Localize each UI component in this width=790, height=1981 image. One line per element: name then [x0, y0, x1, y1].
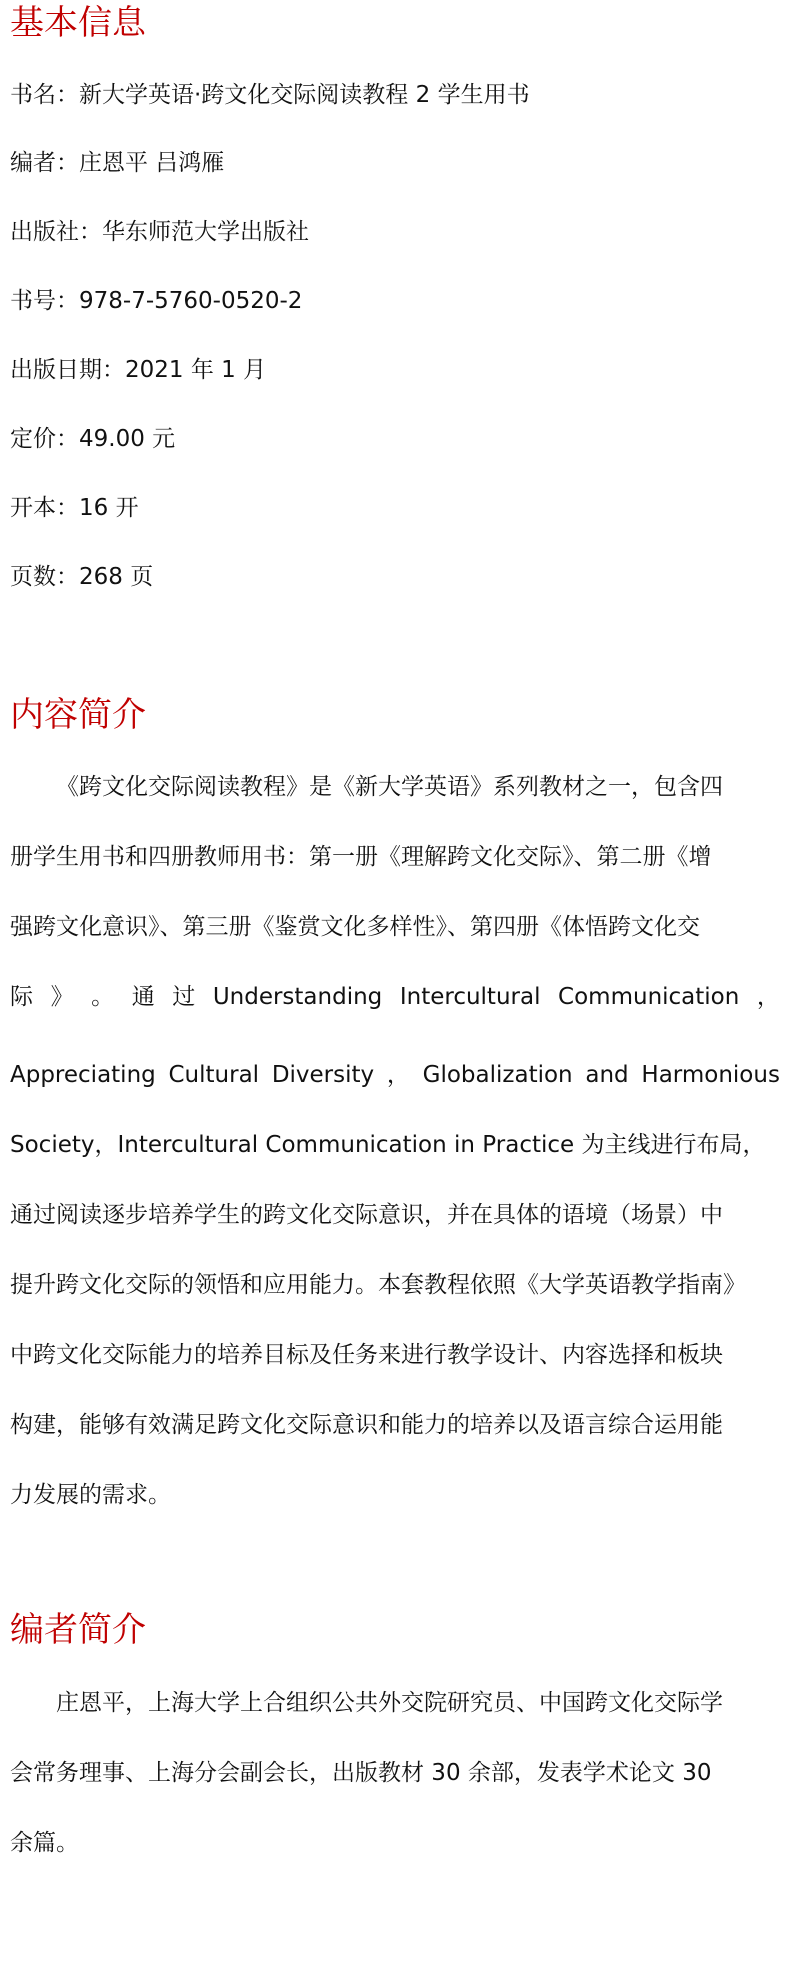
content-line-2: 册学生用书和四册教师用书：第一册《理解跨文化交际》、第二册《增 — [10, 844, 712, 870]
content-line-4-word: Communication — [558, 984, 740, 1010]
content-line-5 — [10, 1060, 780, 1090]
content-summary-heading: 内容简介 — [10, 695, 146, 735]
author-line-1: 庄恩平，上海大学上合组织公共外交院研究员、中国跨文化交际学 — [56, 1690, 723, 1716]
author-line-2: 会常务理事、上海分会副会长，出版教材 30 余部，发表学术论文 30 — [10, 1760, 712, 1786]
field-title: 书名：新大学英语·跨文化交际阅读教程 2 学生用书 — [10, 82, 530, 108]
content-line-1: 《跨文化交际阅读教程》是《新大学英语》系列教材之一，包含四 — [56, 774, 723, 800]
content-line-8: 提升跨文化交际的领悟和应用能力。本套教程依照《大学英语教学指南》 — [10, 1272, 746, 1298]
field-format: 开本：16 开 — [10, 495, 139, 521]
content-line-5-word: ， — [386, 1062, 410, 1088]
content-line-3: 强跨文化意识》、第三册《鉴赏文化多样性》、第四册《体悟跨文化交 — [10, 914, 700, 940]
content-line-11: 力发展的需求。 — [10, 1482, 171, 1508]
field-publisher: 出版社：华东师范大学出版社 — [10, 219, 309, 245]
content-line-4-word: 过 — [172, 984, 196, 1010]
basic-info-heading: 基本信息 — [10, 3, 146, 43]
author-intro-heading: 编者简介 — [10, 1610, 146, 1650]
content-line-5-word: Cultural — [168, 1062, 260, 1088]
field-isbn: 书号：978-7-5760-0520-2 — [10, 288, 303, 314]
content-line-4 — [10, 982, 780, 1012]
content-line-4-word: 际 — [10, 984, 33, 1010]
field-editor: 编者：庄恩平 吕鸿雁 — [10, 150, 225, 176]
field-pubdate: 出版日期：2021 年 1 月 — [10, 357, 267, 383]
content-line-4-word: Intercultural — [399, 984, 541, 1010]
content-line-4-word: ， — [756, 984, 780, 1010]
content-line-5-word: Diversity — [271, 1062, 375, 1088]
content-line-4-word: 。 — [91, 984, 115, 1010]
content-line-4-word: Understanding — [212, 984, 383, 1010]
author-line-3: 余篇。 — [10, 1830, 79, 1856]
content-line-9: 中跨文化交际能力的培养目标及任务来进行教学设计、内容选择和板块 — [10, 1342, 723, 1368]
content-line-10: 构建，能够有效满足跨文化交际意识和能力的培养以及语言综合运用能 — [10, 1412, 723, 1438]
content-line-5-word: Appreciating — [10, 1062, 156, 1088]
field-price: 定价：49.00 元 — [10, 426, 176, 452]
content-line-4-word: 》 — [50, 984, 74, 1010]
content-line-5-word: and — [585, 1062, 629, 1088]
content-line-5-word: Harmonious — [641, 1062, 780, 1088]
content-line-6: Society，Intercultural Communication in Practice 为主线进行布局， — [10, 1132, 766, 1158]
content-line-5-word: Globalization — [422, 1062, 573, 1088]
field-pages: 页数：268 页 — [10, 564, 154, 590]
content-line-4-word: 通 — [131, 984, 155, 1010]
content-line-7: 通过阅读逐步培养学生的跨文化交际意识，并在具体的语境（场景）中 — [10, 1202, 723, 1228]
